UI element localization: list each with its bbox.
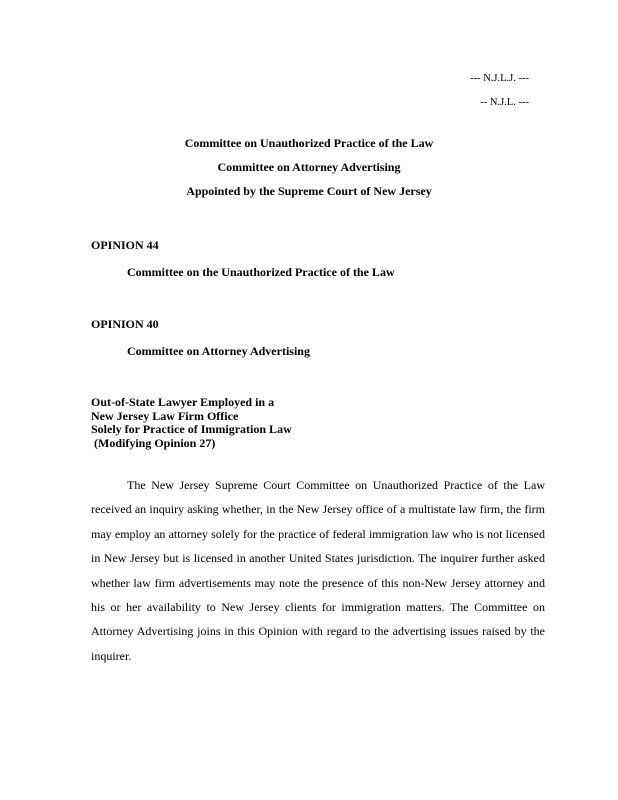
citation-njlj: --- N.J.L.J. --- xyxy=(470,73,529,84)
subject-line-4: (Modifying Opinion 27) xyxy=(91,435,216,450)
opinion-number-44: OPINION 44 xyxy=(91,238,159,252)
subject-line-1: Out-of-State Lawyer Employed in a xyxy=(91,395,275,409)
heading-committee-attorney-advertising: Committee on Attorney Advertising xyxy=(217,160,401,174)
heading-appointed-by: Appointed by the Supreme Court of New Jersey xyxy=(186,184,432,198)
body-paragraph: The New Jersey Supreme Court Committee on Unauthorized Practice of the Law received an inquiry asking whether, in the New Jersey office of a multistate law firm, the firm may employ an attorney solely for the practice of federal immigration law who is not licensed in New Jersey but is licensed in another United States jurisdiction. The inquirer further asked whether law firm advertisements may note the presence of this non-New Jersey attorney and his or her availability to New Jersey clients for immigration matters. The Committee on Attorney Advertising joins in this Opinion with regard to the advertising issues raised by the inquirer. xyxy=(91,478,545,663)
opinion-44-committee: Committee on the Unauthorized Practice of the Law xyxy=(127,265,395,279)
subject-line-3: Solely for Practice of Immigration Law xyxy=(91,422,292,436)
heading-committee-unauthorized-practice: Committee on Unauthorized Practice of the Law xyxy=(184,136,434,150)
subject-line-2: New Jersey Law Firm Office xyxy=(91,408,239,423)
opinion-number-40: OPINION 40 xyxy=(91,317,159,331)
citation-njl: -- N.J.L. --- xyxy=(480,97,529,108)
opinion-subject xyxy=(91,396,292,450)
opinion-40-committee: Committee on Attorney Advertising xyxy=(127,344,310,358)
